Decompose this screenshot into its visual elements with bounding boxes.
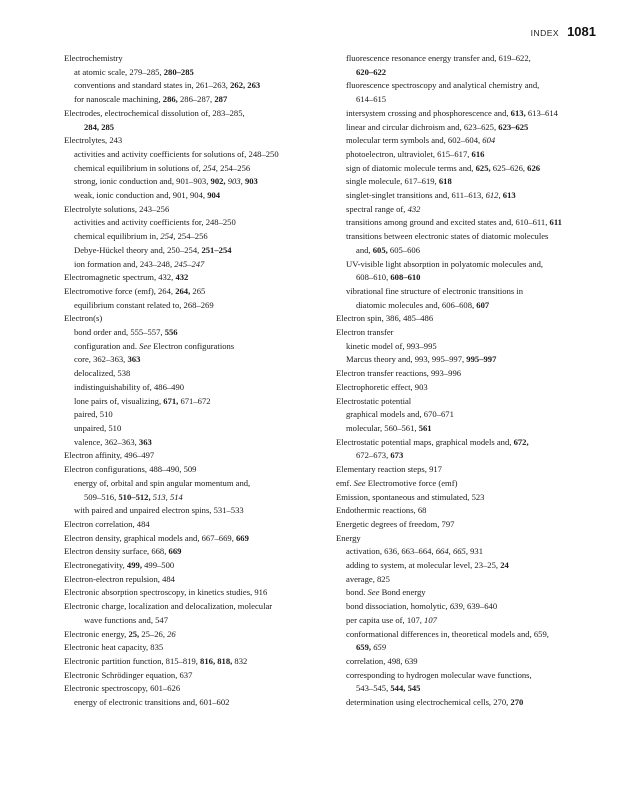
index-entry — [336, 436, 598, 450]
index-subentry — [336, 614, 598, 628]
page-ref-italic: 107 — [424, 614, 437, 625]
page-ref-bold: 903 — [244, 176, 258, 187]
index-column-left — [64, 52, 326, 710]
index-subentry — [64, 93, 326, 107]
index-subentry — [336, 189, 598, 203]
entry-text: Electrophoretic effect, 903 — [336, 381, 428, 392]
index-subentry — [336, 203, 598, 217]
entry-text: 608–610, — [356, 272, 391, 283]
entry-text: Electron affinity, 496–497 — [64, 450, 155, 461]
entry-text: Electron correlation, 484 — [64, 518, 150, 529]
page-ref-italic: See — [353, 477, 366, 488]
page-ref-bold: 264, — [175, 285, 191, 296]
page-ref-bold: 262, 263 — [230, 80, 261, 91]
index-subentry — [64, 436, 326, 450]
entry-text: 254–256 — [217, 162, 251, 173]
entry-text: equilibrium constant related to, 268–269 — [74, 299, 214, 310]
page-ref-bold: 605, — [372, 244, 388, 255]
entry-text: graphical models and, 670–671 — [346, 409, 454, 420]
entry-text: Electronic spectroscopy, 601–626 — [64, 683, 181, 694]
page-ref-italic: See — [367, 587, 380, 598]
entry-text: conventions and standard states in, 261–263, — [74, 80, 231, 91]
page-ref-italic: 639, — [449, 601, 465, 612]
index-subentry — [336, 148, 598, 162]
page-ref-bold: 613, — [510, 107, 526, 118]
index-column-right — [336, 52, 598, 710]
index-continuation — [336, 93, 598, 107]
page-ref-bold: 995–997 — [466, 354, 497, 365]
entry-text: and, — [356, 244, 373, 255]
entry-text: chemical equilibrium in, — [74, 231, 161, 242]
index-subentry — [336, 162, 598, 176]
page-number: 1081 — [567, 24, 596, 39]
entry-text: at atomic scale, 279–285, — [74, 66, 164, 77]
index-continuation — [336, 271, 598, 285]
entry-text: conformational differences in, theoretical models and, 659, — [346, 628, 549, 639]
page-ref-bold: 613 — [502, 190, 516, 201]
entry-text: bond order and, 555–557, — [74, 327, 165, 338]
entry-text: Emission, spontaneous and stimulated, 523 — [336, 491, 485, 502]
index-continuation — [336, 299, 598, 313]
entry-text: energy of, orbital and spin angular momentum and, — [74, 477, 251, 488]
index-continuation — [336, 449, 598, 463]
page-ref-bold: 363 — [127, 354, 141, 365]
page-ref-italic: 664, 665, — [435, 546, 468, 557]
entry-text: 625–626, — [490, 162, 528, 173]
index-subentry — [336, 655, 598, 669]
entry-text: vibrational fine structure of electronic transitions in — [346, 285, 524, 296]
page-ref-bold: 673 — [390, 450, 404, 461]
entry-text: Electron configurations — [151, 340, 235, 351]
index-continuation — [336, 682, 598, 696]
index-entry — [64, 449, 326, 463]
entry-text: 605–606 — [387, 244, 420, 255]
index-entry — [64, 312, 326, 326]
page-ref-italic: 612, — [485, 190, 501, 201]
entry-text: energy of electronic transitions and, 601–602 — [74, 697, 230, 708]
index-subentry — [336, 600, 598, 614]
entry-text: transitions among ground and excited states and, 610–611, — [346, 217, 550, 228]
entry-text: 931 — [467, 546, 484, 557]
entry-text: Electron transfer reactions, 993–996 — [336, 368, 462, 379]
index-continuation — [64, 614, 326, 628]
entry-text: lone pairs of, visualizing, — [74, 395, 164, 406]
index-subentry — [64, 395, 326, 409]
page-ref-bold: 616 — [471, 148, 485, 159]
entry-text: ion formation and, 243–248, — [74, 258, 175, 269]
index-entry — [336, 381, 598, 395]
index-subentry — [64, 477, 326, 491]
index-subentry — [64, 381, 326, 395]
entry-text: delocalized, 538 — [74, 368, 131, 379]
entry-text: bond. — [346, 587, 368, 598]
index-subentry — [64, 66, 326, 80]
index-entry — [336, 532, 598, 546]
index-continuation — [64, 121, 326, 135]
index-subentry — [64, 299, 326, 313]
index-subentry — [64, 189, 326, 203]
page-ref-italic: 432 — [407, 203, 421, 214]
page-ref-bold: 25, — [128, 628, 140, 639]
page-ref-bold: 626 — [527, 162, 541, 173]
page-ref-bold: 625, — [475, 162, 491, 173]
entry-text: with paired and unpaired electron spins, 531–533 — [74, 505, 244, 516]
index-subentry — [336, 121, 598, 135]
index-entry — [64, 586, 326, 600]
page-ref-italic: See — [139, 340, 152, 351]
entry-text: UV-visible light absorption in polyatomic molecules and, — [346, 258, 544, 269]
entry-text: average, 825 — [346, 573, 390, 584]
index-subentry — [336, 408, 598, 422]
index-entry — [336, 312, 598, 326]
page-ref-italic: 254, — [160, 231, 176, 242]
entry-text: 265 — [190, 285, 206, 296]
entry-text: indistinguishability of, 486–490 — [74, 381, 185, 392]
entry-text: corresponding to hydrogen molecular wave functions, — [346, 669, 532, 680]
index-entry — [336, 504, 598, 518]
index-subentry — [64, 353, 326, 367]
page-ref-bold: 669 — [236, 532, 249, 543]
page-ref-bold: 280–285 — [163, 66, 194, 77]
entry-text: activities and activity coefficients for, 248–250 — [74, 217, 236, 228]
page-ref-italic: 245–247 — [174, 258, 205, 269]
index-subentry — [336, 340, 598, 354]
index-continuation — [336, 244, 598, 258]
page-ref-bold: 24 — [500, 560, 509, 571]
page-ref-bold: 902, — [210, 176, 226, 187]
entry-text: molecular, 560–561, — [346, 422, 419, 433]
index-subentry — [336, 559, 598, 573]
entry-text: weak, ionic conduction and, 901, 904, — [74, 190, 208, 201]
entry-text: Electrodes, electrochemical dissolution of, 283–285, — [64, 107, 245, 118]
index-entry — [64, 532, 326, 546]
page-ref-bold: 432 — [175, 272, 189, 283]
index-entry — [64, 682, 326, 696]
index-subentry — [336, 175, 598, 189]
index-subentry — [64, 408, 326, 422]
entry-text: Electronic heat capacity, 835 — [64, 642, 164, 653]
index-subentry — [64, 696, 326, 710]
page-ref-bold: 363 — [138, 436, 152, 447]
index-entry — [64, 203, 326, 217]
index-subentry — [336, 107, 598, 121]
index-subentry — [64, 244, 326, 258]
entry-text: 543–545, — [356, 683, 391, 694]
index-entry — [64, 271, 326, 285]
entry-text: Debye-Hückel theory and, 250–254, — [74, 244, 202, 255]
page-ref-bold: 286, — [162, 94, 178, 105]
index-entry — [336, 395, 598, 409]
index-entry — [336, 477, 598, 491]
entry-text: spectral range of, — [346, 203, 408, 214]
page-ref-bold: 611 — [549, 217, 562, 228]
entry-text: Marcus theory and, 993, 995–997, — [346, 354, 467, 365]
entry-text: activation, 636, 663–664, — [346, 546, 436, 557]
index-entry — [64, 655, 326, 669]
entry-text: 499–500 — [141, 560, 175, 571]
entry-text: unpaired, 510 — [74, 422, 122, 433]
index-entry — [336, 326, 598, 340]
entry-text: core, 362–363, — [74, 354, 128, 365]
index-subentry — [336, 285, 598, 299]
index-subentry — [336, 669, 598, 683]
index-subentry — [64, 175, 326, 189]
index-continuation — [336, 641, 598, 655]
index-entry — [336, 463, 598, 477]
index-entry — [64, 669, 326, 683]
entry-text: 639–640 — [464, 601, 498, 612]
entry-text: Electron spin, 386, 485–486 — [336, 313, 434, 324]
entry-text: paired, 510 — [74, 409, 113, 420]
index-subentry — [336, 79, 598, 93]
page-ref-italic: 513, 514 — [152, 491, 183, 502]
entry-text: linear and circular dichroism and, 623–625, — [346, 121, 499, 132]
entry-text: chemical equilibrium in solutions of, — [74, 162, 203, 173]
page-ref-bold: 510–512, — [118, 491, 151, 502]
entry-text: for nanoscale machining, — [74, 94, 163, 105]
entry-text: Electron density, graphical models and, 667–669, — [64, 532, 236, 543]
entry-text: activities and activity coefficients for solutions of, 248–250 — [74, 148, 279, 159]
entry-text: Electron configurations, 488–490, 509 — [64, 464, 197, 475]
entry-text: Electron transfer — [336, 327, 394, 338]
index-subentry — [336, 573, 598, 587]
entry-text: Electrolytes, 243 — [64, 135, 123, 146]
index-subentry — [64, 422, 326, 436]
entry-text: strong, ionic conduction and, 901–903, — [74, 176, 211, 187]
entry-text: Electromotive force (emf), 264, — [64, 285, 176, 296]
page-ref-bold: 556 — [164, 327, 178, 338]
page-ref-bold: 607 — [476, 299, 490, 310]
index-subentry — [64, 216, 326, 230]
index-subentry — [64, 148, 326, 162]
index-entry — [64, 600, 326, 614]
entry-text: molecular term symbols and, 602–604, — [346, 135, 483, 146]
entry-text: Electronic absorption spectroscopy, in kinetics studies, 916 — [64, 587, 268, 598]
entry-text: 25–26, — [139, 628, 168, 639]
index-subentry — [64, 367, 326, 381]
page-ref-bold: 284, 285 — [84, 121, 115, 132]
entry-text: single molecule, 617–619, — [346, 176, 439, 187]
page-ref-bold: 659, — [356, 642, 372, 653]
entry-text: 509–516, — [84, 491, 119, 502]
index-entry — [64, 518, 326, 532]
page-ref-bold: 561 — [418, 422, 432, 433]
index-entry — [64, 134, 326, 148]
index-subentry — [64, 340, 326, 354]
entry-text: Elementary reaction steps, 917 — [336, 464, 442, 475]
entry-text: Electrostatic potential — [336, 395, 412, 406]
entry-text: determination using electrochemical cells, 270, — [346, 697, 511, 708]
page-ref-bold: 620–622 — [356, 66, 387, 77]
index-subentry — [336, 216, 598, 230]
entry-text: correlation, 498, 639 — [346, 655, 418, 666]
page-ref-italic: 26 — [167, 628, 176, 639]
index-entry — [64, 573, 326, 587]
entry-text: Endothermic reactions, 68 — [336, 505, 427, 516]
index-subentry — [336, 134, 598, 148]
page-ref-bold: 499, — [126, 560, 142, 571]
entry-text: 614–615 — [356, 94, 387, 105]
entry-text: adding to system, at molecular level, 23–25, — [346, 560, 501, 571]
index-subentry — [336, 545, 598, 559]
page-ref-bold: 251–254 — [201, 244, 232, 255]
index-entry — [64, 545, 326, 559]
running-header — [531, 24, 596, 39]
index-subentry — [64, 79, 326, 93]
index-subentry — [64, 162, 326, 176]
index-entry — [64, 107, 326, 121]
entry-text: sign of diatomic molecule terms and, — [346, 162, 476, 173]
index-entry — [64, 559, 326, 573]
index-entry — [64, 463, 326, 477]
index-continuation — [336, 66, 598, 80]
index-subentry — [64, 258, 326, 272]
entry-text: Energetic degrees of freedom, 797 — [336, 518, 455, 529]
entry-text: Electronegativity, — [64, 560, 127, 571]
index-subentry — [336, 258, 598, 272]
index-subentry — [64, 326, 326, 340]
index-subentry — [336, 353, 598, 367]
entry-text: kinetic model of, 993–995 — [346, 340, 437, 351]
entry-text: Electron(s) — [64, 313, 103, 324]
entry-text: valence, 362–363, — [74, 436, 139, 447]
entry-text: transitions between electronic states of diatomic molecules — [346, 231, 549, 242]
entry-text: Electrolyte solutions, 243–256 — [64, 203, 170, 214]
page-ref-bold: 671, — [163, 395, 179, 406]
entry-text: fluorescence resonance energy transfer and, 619–622, — [346, 53, 531, 63]
entry-text: Electron-electron repulsion, 484 — [64, 573, 175, 584]
index-continuation — [64, 491, 326, 505]
index-entry — [64, 641, 326, 655]
page-ref-bold: 287 — [214, 94, 228, 105]
page-ref-bold: 672, — [513, 436, 529, 447]
page-ref-bold: 816, 818, — [200, 655, 233, 666]
entry-text: Electron density surface, 668, — [64, 546, 169, 557]
entry-text: emf. — [336, 477, 354, 488]
index-entry — [64, 285, 326, 299]
page-ref-bold: 544, 545 — [390, 683, 421, 694]
index-entry — [336, 518, 598, 532]
entry-text: per capita use of, 107, — [346, 614, 425, 625]
entry-text: configuration and. — [74, 340, 140, 351]
entry-text: bond dissociation, homolytic, — [346, 601, 450, 612]
entry-text: 832 — [232, 655, 248, 666]
index-subentry — [336, 422, 598, 436]
index-entry — [64, 52, 326, 66]
entry-text: wave functions and, 547 — [84, 614, 169, 625]
page-ref-bold: 608–610 — [390, 272, 421, 283]
entry-text: Electrostatic potential maps, graphical models and, — [336, 436, 514, 447]
entry-text: diatomic molecules and, 606–608, — [356, 299, 477, 310]
page-ref-italic: 604 — [482, 135, 496, 146]
page-ref-bold: 904 — [207, 190, 221, 201]
page-ref-italic: 659 — [373, 642, 387, 653]
page-ref-bold: 618 — [438, 176, 452, 187]
page-ref-italic: 254, — [202, 162, 218, 173]
page-ref-bold: 623–625 — [498, 121, 529, 132]
index-subentry — [336, 696, 598, 710]
index-subentry — [64, 504, 326, 518]
entry-text: Electronic Schrödinger equation, 637 — [64, 669, 193, 680]
entry-text: 286–287, — [177, 94, 215, 105]
index-subentry — [336, 628, 598, 642]
entry-text: 254–256 — [175, 231, 208, 242]
index-subentry — [336, 586, 598, 600]
index-subentry — [64, 230, 326, 244]
index-subentry — [336, 230, 598, 244]
entry-text: intersystem crossing and phosphorescence and, — [346, 107, 511, 118]
entry-text: 613–614 — [525, 107, 558, 118]
entry-text: Bond energy — [379, 587, 426, 598]
page-ref-bold: 669 — [168, 546, 182, 557]
entry-text: Electromotive force (emf) — [365, 477, 458, 488]
entry-text: fluorescence spectroscopy and analytical chemistry and, — [346, 80, 540, 91]
running-head-label: INDEX — [530, 28, 560, 38]
index-entry — [64, 628, 326, 642]
index-subentry — [336, 52, 598, 66]
entry-text: 672–673, — [356, 450, 391, 461]
entry-text: 671–672 — [178, 395, 211, 406]
page-ref-italic: 903, — [227, 176, 243, 187]
entry-text: Energy — [336, 532, 361, 543]
entry-text: photoelectron, ultraviolet, 615–617, — [346, 148, 472, 159]
entry-text: singlet-singlet transitions and, 611–613, — [346, 190, 486, 201]
entry-text: Electrochemistry — [64, 53, 123, 63]
entry-text: Electronic energy, — [64, 628, 129, 639]
entry-text: Electronic charge, localization and delocalization, molecular — [64, 601, 273, 612]
index-entry — [336, 491, 598, 505]
entry-text: Electronic partition function, 815–819, — [64, 655, 201, 666]
entry-text: Electromagnetic spectrum, 432, — [64, 272, 176, 283]
index-entry — [336, 367, 598, 381]
page-ref-bold: 270 — [510, 697, 524, 708]
